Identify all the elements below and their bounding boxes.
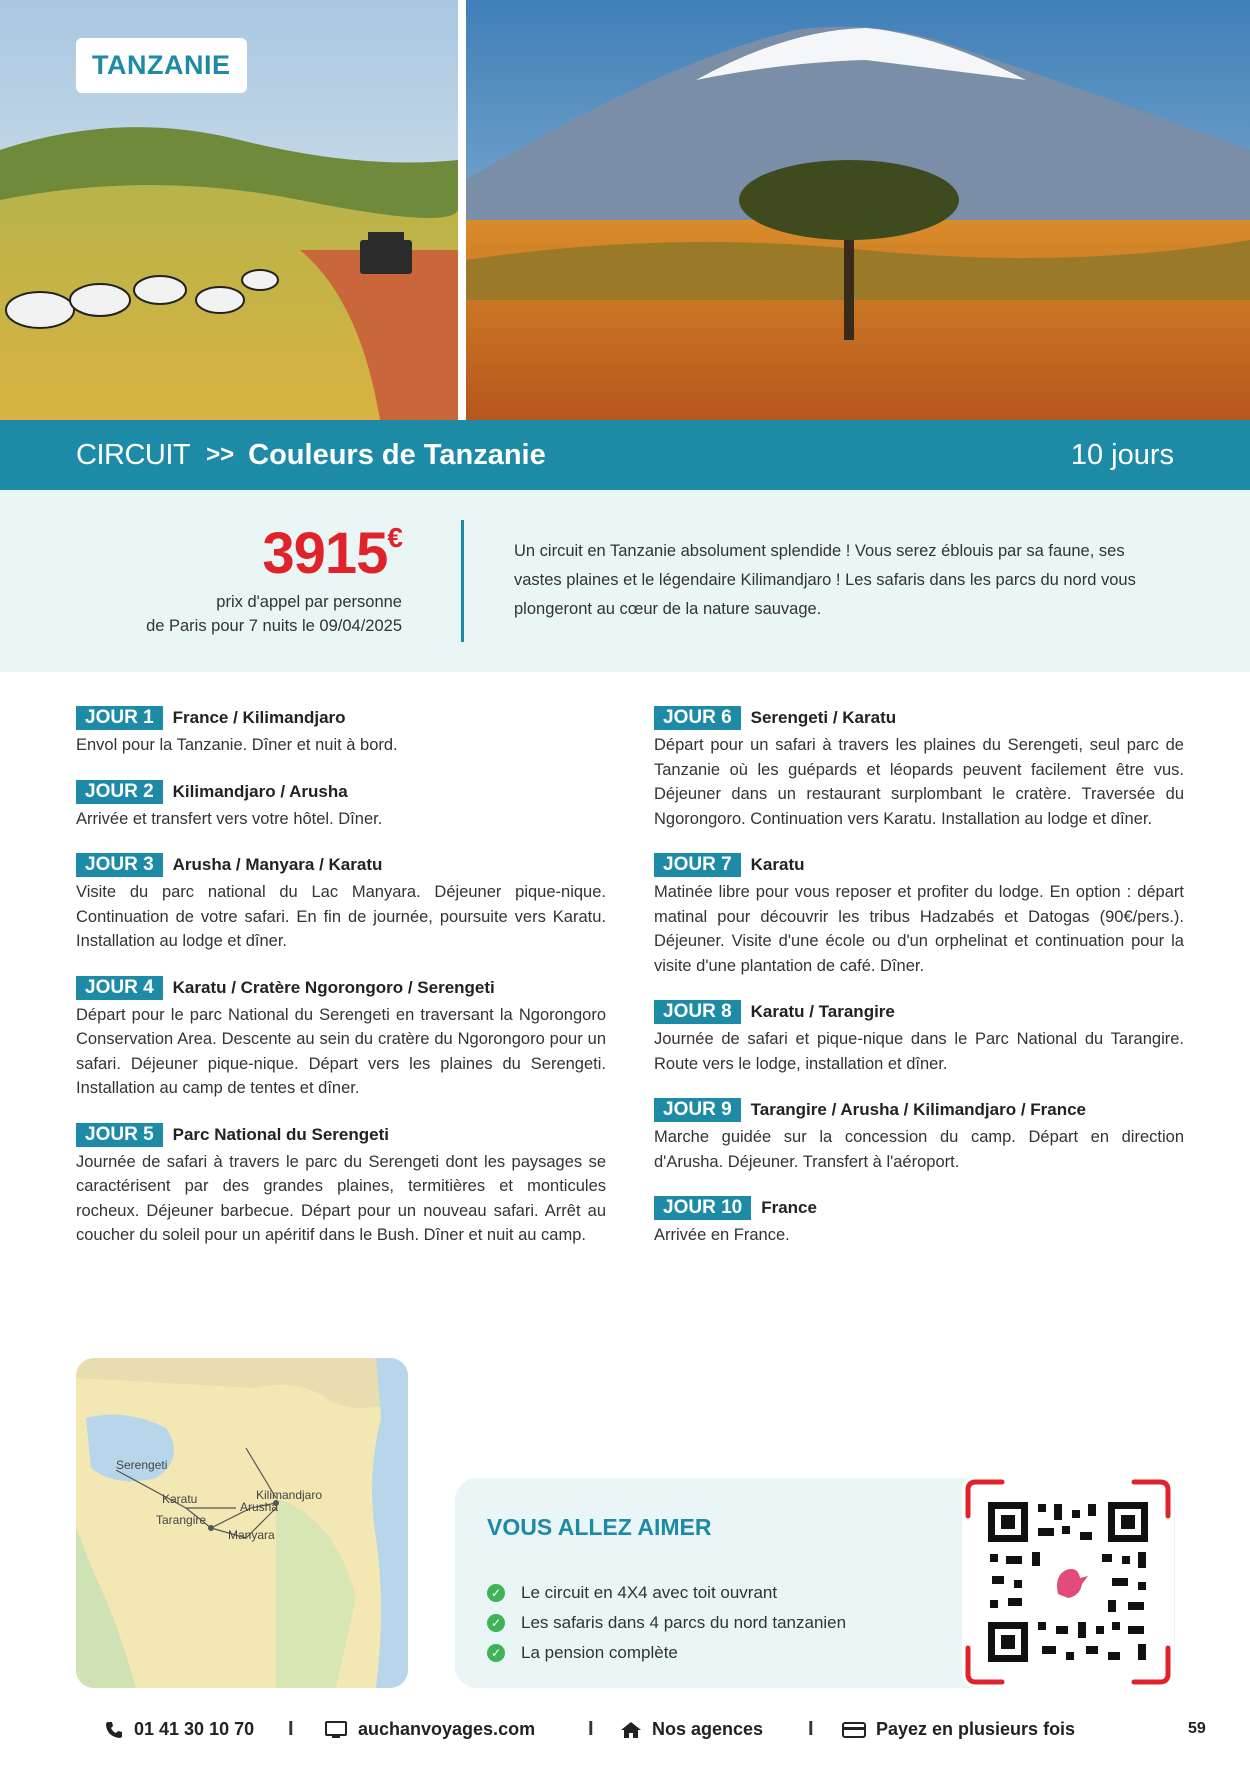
- highlight-item: [487, 1638, 846, 1668]
- footer-separator: I: [588, 1718, 594, 1740]
- day-item: [76, 853, 606, 954]
- phone-number: 01 41 30 10 70: [134, 1719, 255, 1739]
- day-item: [654, 1000, 1184, 1076]
- day-description: Journée de safari et pique-nique dans le Parc National du Tarangire. Route vers le lodge, installation et dîner.: [654, 1030, 1184, 1073]
- zebra-safari-photo: [0, 0, 458, 420]
- footer-payment[interactable]: [842, 1719, 1075, 1740]
- day-item: [76, 706, 606, 758]
- credit-card-icon: [842, 1720, 866, 1740]
- day-description: Départ pour un safari à travers les plaines du Serengeti, seul parc de Tanzanie où les guépards et léopards peuvent facilement être vus. Déjeuner dans un restaurant surplombant le cratère. Traversée du Ngorongoro. Continuation vers Karatu. Installation au lodge et dîner.: [654, 736, 1184, 828]
- check-icon: ✓: [487, 1614, 505, 1632]
- map-label-manyara: Manyara: [228, 1528, 275, 1542]
- day-item: [654, 853, 1184, 978]
- circuit-title-band: [0, 420, 1250, 490]
- day-tag: JOUR 1: [76, 706, 163, 730]
- day-route: Karatu / Tarangire: [750, 1002, 895, 1021]
- price-note-line1: prix d'appel par personne: [216, 593, 402, 611]
- price-note: [70, 590, 402, 638]
- day-tag: JOUR 9: [654, 1098, 741, 1122]
- day-description: Journée de safari à travers le parc du Serengeti dont les paysages se caractérisent par des grandes plaines, termitières et monticules rocheux. Déjeuner barbecue. Départ pour un nouveau safari. Arrêt au coucher du soleil pour un apéritif dans le Bush. Dîner et nuit au camp.: [76, 1152, 606, 1244]
- day-description: Marche guidée sur la concession du camp. Départ en direction d'Arusha. Déjeuner. Transfert à l'aéroport.: [654, 1128, 1184, 1171]
- check-icon: ✓: [487, 1584, 505, 1602]
- map-label-karatu: Karatu: [162, 1492, 198, 1506]
- day-tag: JOUR 4: [76, 976, 163, 1000]
- map-label-serengeti: Serengeti: [116, 1458, 168, 1472]
- day-tag: JOUR 8: [654, 1000, 741, 1024]
- circuit-label: CIRCUIT: [76, 438, 191, 471]
- highlight-text: La pension complète: [521, 1643, 678, 1662]
- footer-website[interactable]: [324, 1719, 535, 1740]
- intro-text: Un circuit en Tanzanie absolument splendide ! Vous serez éblouis par sa faune, ses vastes plaines et le légendaire Kilimandjaro ! Les safaris dans les parcs du nord vous plongeront au cœur de la nature sauvage.: [514, 542, 1136, 618]
- highlight-text: Les safaris dans 4 parcs du nord tanzanien: [521, 1613, 847, 1632]
- map-label-kilimandjaro: Kilimandjaro: [256, 1488, 323, 1502]
- itinerary-left-column: [76, 706, 606, 1270]
- payment-link: Payez en plusieurs fois: [876, 1719, 1076, 1739]
- footer: [0, 1714, 1250, 1744]
- footer-agencies[interactable]: [620, 1719, 763, 1740]
- route-map: [76, 1358, 408, 1688]
- website-link: auchanvoyages.com: [358, 1719, 536, 1739]
- day-route: Kilimandjaro / Arusha: [172, 781, 348, 801]
- page-number: 59: [1188, 1720, 1206, 1737]
- monitor-icon: [324, 1720, 348, 1740]
- day-route: Karatu / Cratère Ngorongoro / Serengeti: [172, 977, 495, 997]
- day-description: Visite du parc national du Lac Manyara. Déjeuner pique-nique. Continuation de votre safari. En fin de journée, poursuite vers Karatu. Installation au lodge et dîner.: [76, 883, 606, 950]
- highlight-item: [487, 1578, 846, 1608]
- day-tag: JOUR 6: [654, 706, 741, 730]
- day-description: Arrivée et transfert vers votre hôtel. Dîner.: [76, 809, 383, 828]
- hero-photos: [0, 0, 1250, 420]
- highlight-text: Le circuit en 4X4 avec toit ouvrant: [521, 1583, 778, 1602]
- footer-separator: I: [808, 1718, 814, 1740]
- price-block: [0, 490, 1250, 672]
- price-divider: [461, 520, 464, 642]
- map-label-tarangire: Tarangire: [156, 1513, 207, 1527]
- check-icon: ✓: [487, 1644, 505, 1662]
- chevron-separator: >>: [206, 441, 235, 468]
- price-amount: 3915: [262, 521, 388, 586]
- day-route: Serengeti / Karatu: [750, 708, 897, 727]
- day-tag: JOUR 3: [76, 853, 163, 877]
- day-tag: JOUR 2: [76, 780, 163, 804]
- footer-phone[interactable]: [104, 1719, 254, 1740]
- day-route: Arusha / Manyara / Karatu: [172, 855, 383, 874]
- price: [150, 520, 402, 587]
- highlights-list: [487, 1578, 846, 1668]
- phone-icon: [104, 1720, 124, 1740]
- circuit-name: Couleurs de Tanzanie: [248, 438, 546, 471]
- home-icon: [620, 1720, 642, 1740]
- day-item: [76, 780, 606, 832]
- day-description: Départ pour le parc National du Serengeti en traversant la Ngorongoro Conservation Area. Descente au sein du cratère du Ngorongoro pour un safari. Déjeuner pique-nique. Départ vers les plaines du Serengeti. Installation au camp de tentes et dîner.: [76, 1005, 606, 1097]
- day-description: Envol pour la Tanzanie. Dîner et nuit à bord.: [76, 736, 398, 754]
- day-description: Arrivée en France.: [654, 1226, 790, 1244]
- qr-code[interactable]: [962, 1476, 1174, 1688]
- day-description: Matinée libre pour vous reposer et profiter du lodge. En option : départ matinal pour découvrir les tribus Hadzabés et Datogas (90€/pers.). Déjeuner. Visite d'une école ou d'un orphelinat et continuation pour la visite d'une plantation de café. Dîner.: [654, 883, 1184, 975]
- map-label-arusha: Arusha: [240, 1500, 279, 1514]
- day-route: France: [761, 1198, 817, 1217]
- day-item: [76, 976, 606, 1101]
- day-item: [654, 1196, 1184, 1248]
- day-route: France / Kilimandjaro: [172, 708, 346, 727]
- agencies-link: Nos agences: [652, 1719, 764, 1739]
- day-item: [654, 1098, 1184, 1174]
- day-tag: JOUR 7: [654, 853, 741, 877]
- highlight-item: [487, 1608, 846, 1638]
- day-route: Tarangire / Arusha / Kilimandjaro / France: [750, 1100, 1087, 1119]
- country-badge: TANZANIE: [76, 38, 247, 93]
- day-tag: JOUR 5: [76, 1123, 163, 1147]
- day-item: [654, 706, 1184, 831]
- day-item: [76, 1123, 606, 1248]
- footer-separator: I: [288, 1718, 294, 1740]
- circuit-duration: 10 jours: [1070, 438, 1174, 471]
- price-currency: €: [387, 521, 402, 553]
- kilimanjaro-photo: [466, 0, 1250, 420]
- day-route: Karatu: [750, 855, 805, 874]
- day-tag: JOUR 10: [654, 1196, 751, 1220]
- highlights-title: VOUS ALLEZ AIMER: [487, 1514, 712, 1540]
- price-note-line2: de Paris pour 7 nuits le 09/04/2025: [146, 617, 402, 635]
- day-route: Parc National du Serengeti: [172, 1124, 389, 1144]
- itinerary-right-column: [654, 706, 1184, 1270]
